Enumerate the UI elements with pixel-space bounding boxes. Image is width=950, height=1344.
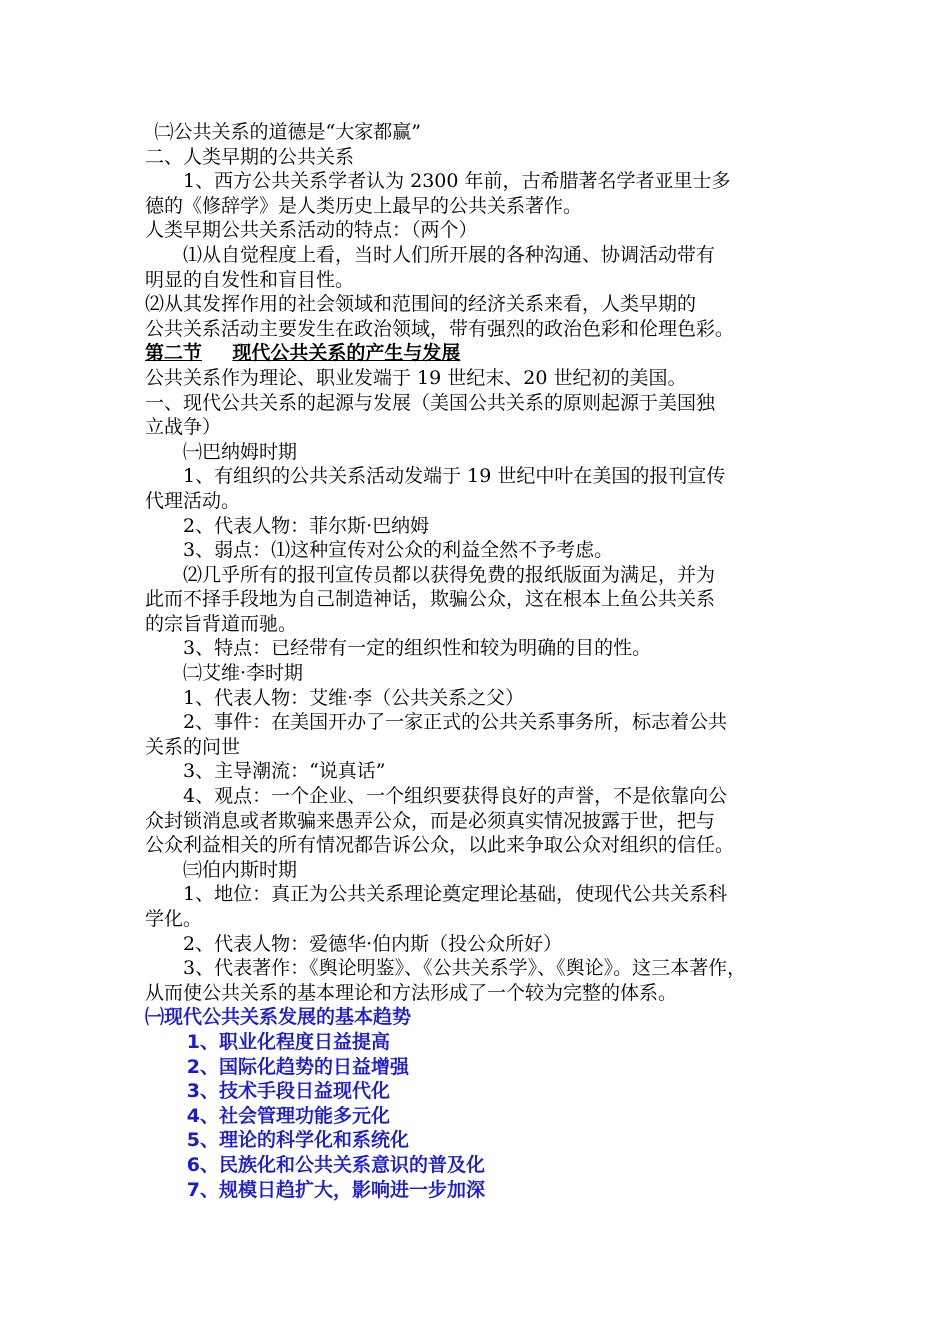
barnum-item-3: 3、弱点：⑴这种宣传对公众的利益全然不予考虑。 bbox=[183, 539, 614, 562]
period-ivy-lee-heading: ㈡艾维·李时期 bbox=[183, 662, 304, 685]
paragraph-aristotle-1: 1、西方公共关系学者认为 2300 年前，古希腊著名学者亚里士多 bbox=[183, 170, 731, 193]
bernays-item-3-line-2: 从而使公共关系的基本理论和方法形成了一个较为完整的体系。 bbox=[145, 981, 678, 1004]
ivy-lee-item-3: 3、主导潮流：“说真话” bbox=[183, 760, 386, 783]
barnum-item-1-line-2: 代理活动。 bbox=[145, 489, 241, 512]
heading-modern-origin-1: 一、现代公共关系的起源与发展（美国公共关系的原则起源于美国独 bbox=[145, 391, 716, 414]
barnum-weakness-2-line-2: 此而不择手段地为自己制造神话，欺骗公众，这在根本上鱼公共关系 bbox=[145, 588, 716, 611]
barnum-feature: 3、特点：已经带有一定的组织性和较为明确的目的性。 bbox=[183, 637, 652, 660]
feature-2-line-1: ⑵从其发挥作用的社会领域和范围间的经济关系来看，人类早期的 bbox=[145, 293, 697, 316]
feature-2-line-2: 公共关系活动主要发生在政治领域，带有强烈的政治色彩和伦理色彩。 bbox=[145, 317, 735, 340]
ivy-lee-item-1: 1、代表人物：艾维·李（公共关系之父） bbox=[183, 686, 525, 709]
trends-heading: ㈠现代公共关系发展的基本趋势 bbox=[145, 1006, 412, 1029]
subsection-ethics: ㈡公共关系的道德是“大家都赢” bbox=[154, 121, 421, 143]
early-features-heading: 人类早期公共关系活动的特点：（两个） bbox=[145, 219, 478, 242]
section-heading bbox=[145, 341, 815, 366]
period-barnum-heading: ㈠巴纳姆时期 bbox=[183, 440, 298, 463]
feature-1-line-1: ⑴从自觉程度上看，当时人们所开展的各种沟通、协调活动带有 bbox=[183, 243, 716, 266]
barnum-item-1-line-1: 1、有组织的公共关系活动发端于 19 世纪中叶在美国的报刊宣传 bbox=[183, 465, 726, 488]
document-page bbox=[145, 120, 815, 1202]
bernays-item-2: 2、代表人物：爱德华·伯内斯（投公众所好） bbox=[183, 932, 563, 955]
feature-1-line-2: 明显的自发性和盲目性。 bbox=[145, 268, 355, 291]
barnum-weakness-2-line-1: ⑵几乎所有的报刊宣传员都以获得免费的报纸版面为满足，并为 bbox=[183, 563, 716, 586]
heading-early-pr: 二、人类早期的公共关系 bbox=[145, 145, 355, 168]
trend-item: 5、理论的科学化和系统化 bbox=[186, 1129, 410, 1152]
paragraph-origin-us: 公共关系作为理论、职业发端于 19 世纪末、20 世纪初的美国。 bbox=[145, 366, 687, 389]
barnum-item-2: 2、代表人物：菲尔斯·巴纳姆 bbox=[183, 514, 430, 537]
bernays-item-1-line-1: 1、地位：真正为公共关系理论奠定理论基础，使现代公共关系科 bbox=[183, 883, 728, 906]
section-number: 第二节 bbox=[145, 342, 203, 365]
heading-modern-origin-2: 立战争） bbox=[145, 416, 222, 439]
paragraph-aristotle-2: 德的《修辞学》是人类历史上最早的公共关系著作。 bbox=[145, 194, 583, 217]
ivy-lee-item-2-line-1: 2、事件：在美国开办了一家正式的公共关系事务所，标志着公共 bbox=[183, 711, 728, 734]
barnum-weakness-2-line-3: 的宗旨背道而驰。 bbox=[145, 612, 298, 635]
trend-item: 3、技术手段日益现代化 bbox=[186, 1080, 391, 1103]
section-title: 现代公共关系的产生与发展 bbox=[232, 342, 461, 365]
period-bernays-heading: ㈢伯内斯时期 bbox=[183, 858, 298, 881]
ivy-lee-item-2-line-2: 关系的问世 bbox=[145, 735, 241, 758]
ivy-lee-item-4-line-1: 4、观点：一个企业、一个组织要获得良好的声誉，不是依靠向公 bbox=[183, 785, 728, 808]
trend-item: 1、职业化程度日益提高 bbox=[186, 1030, 391, 1053]
trend-item: 2、国际化趋势的日益增强 bbox=[186, 1055, 410, 1078]
ivy-lee-item-4-line-2: 众封锁消息或者欺骗来愚弄公众，而是必须真实情况披露于世，把与 bbox=[145, 809, 716, 832]
bernays-item-1-line-2: 学化。 bbox=[145, 908, 203, 930]
trend-item: 6、民族化和公共关系意识的普及化 bbox=[186, 1153, 486, 1176]
bernays-item-3-line-1: 3、代表著作：《舆论明鉴》、《公共关系学》、《舆论》。这三本著作， bbox=[183, 957, 747, 980]
trend-item: 7、规模日趋扩大，影响进一步加深 bbox=[186, 1178, 486, 1201]
ivy-lee-item-4-line-3: 公众利益相关的所有情况都告诉公众，以此来争取公众对组织的信任。 bbox=[145, 834, 735, 857]
trend-item: 4、社会管理功能多元化 bbox=[186, 1104, 391, 1127]
